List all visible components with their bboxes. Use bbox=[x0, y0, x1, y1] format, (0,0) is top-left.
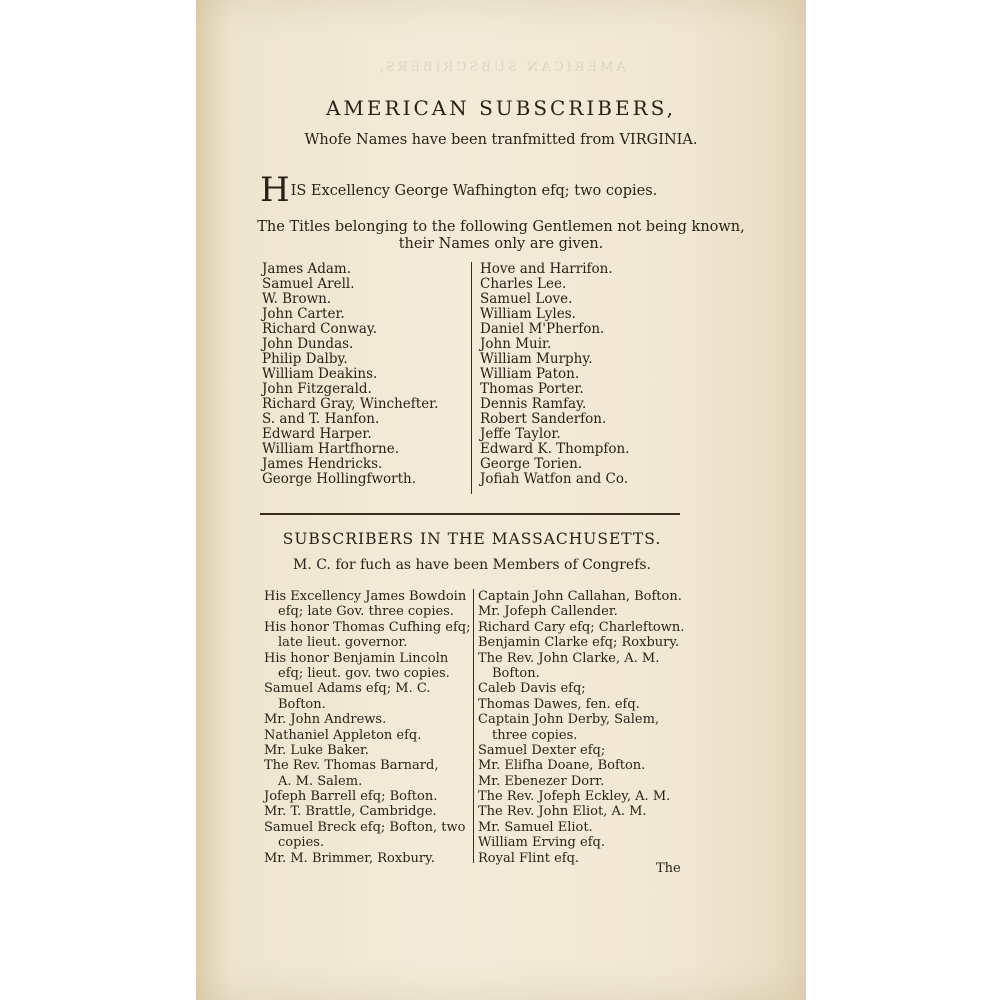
list-item: His honor Benjamin Lincoln bbox=[264, 650, 449, 666]
catchword: The bbox=[656, 861, 681, 876]
list-item: John Dundas. bbox=[262, 336, 354, 352]
list-item: John Muir. bbox=[480, 336, 552, 352]
column-divider bbox=[473, 589, 474, 863]
list-item: Bofton. bbox=[278, 696, 326, 712]
virginia-names-left-column bbox=[262, 262, 438, 487]
virginia-names-right-column bbox=[480, 262, 630, 487]
list-item: Royal Flint efq. bbox=[478, 850, 580, 866]
list-item: Mr. Elifha Doane, Bofton. bbox=[478, 758, 646, 774]
list-item: Mr. T. Brattle, Cambridge. bbox=[264, 804, 437, 820]
list-item: Edward Harper. bbox=[262, 426, 372, 442]
list-item: Dennis Ramfay. bbox=[480, 396, 587, 412]
list-item: Robert Sanderfon. bbox=[480, 411, 607, 427]
column-divider bbox=[471, 262, 472, 494]
list-item: Captain John Callahan, Bofton. bbox=[478, 589, 682, 604]
list-item: Samuel Breck efq; Bofton, two bbox=[264, 819, 466, 835]
list-item: Edward K. Thompfon. bbox=[480, 441, 630, 457]
massachusetts-names-right-column bbox=[478, 589, 684, 866]
list-item: W. Brown. bbox=[262, 291, 332, 307]
list-item: Benjamin Clarke efq; Roxbury. bbox=[478, 635, 680, 651]
list-item: His honor Thomas Cufhing efq; bbox=[264, 619, 471, 635]
section-title-american-subscribers: AMERICAN SUBSCRIBERS, bbox=[325, 96, 676, 120]
list-item: Samuel Love. bbox=[480, 291, 573, 307]
book-page bbox=[196, 0, 806, 1000]
list-item: His Excellency James Bowdoin bbox=[264, 589, 467, 604]
list-item: Charles Lee. bbox=[480, 276, 567, 292]
titles-note-line-1: The Titles belonging to the following Gentlemen not being known, bbox=[257, 219, 745, 235]
list-item: Mr. Samuel Eliot. bbox=[478, 819, 593, 835]
section-subtitle-virginia: Whofe Names have been tranfmitted from VIRGINIA. bbox=[304, 132, 698, 148]
section-title-massachusetts: SUBSCRIBERS IN THE MASSACHUSETTS. bbox=[282, 530, 662, 548]
list-item: Samuel Adams efq; M. C. bbox=[264, 681, 431, 697]
section-divider bbox=[260, 513, 680, 515]
show-through-text: AMERICAN SUBSCRIBERS, bbox=[376, 60, 626, 75]
list-item: George Hollingfworth. bbox=[262, 471, 417, 487]
list-item: Thomas Dawes, fen. efq. bbox=[478, 696, 640, 712]
first-entry-text: IS Excellency George Wafhington efq; two copies. bbox=[290, 183, 658, 199]
list-item: John Fitzgerald. bbox=[262, 381, 372, 397]
list-item: Richard Cary efq; Charleftown. bbox=[478, 619, 685, 635]
list-item: The Rev. Thomas Barnard, bbox=[264, 758, 439, 774]
list-item: Jofeph Barrell efq; Bofton. bbox=[264, 789, 438, 805]
list-item: copies. bbox=[278, 835, 325, 851]
list-item: William Murphy. bbox=[480, 351, 593, 367]
list-item: Mr. Ebenezer Dorr. bbox=[478, 773, 605, 789]
list-item: Philip Dalby. bbox=[262, 351, 348, 367]
list-item: Daniel M'Pherfon. bbox=[480, 321, 605, 337]
list-item: Mr. M. Brimmer, Roxbury. bbox=[264, 850, 435, 866]
list-item: The Rev. John Eliot, A. M. bbox=[478, 804, 647, 820]
list-item: William Erving efq. bbox=[478, 835, 605, 851]
list-item: William Paton. bbox=[480, 366, 580, 382]
list-item: The Rev. Jofeph Eckley, A. M. bbox=[478, 789, 671, 805]
list-item: Caleb Davis efq; bbox=[478, 681, 586, 697]
list-item: Richard Conway. bbox=[262, 321, 378, 337]
list-item: S. and T. Hanfon. bbox=[262, 411, 380, 427]
list-item: James Adam. bbox=[262, 261, 352, 277]
list-item: Samuel Dexter efq; bbox=[478, 742, 606, 758]
list-item: Hove and Harrifon. bbox=[480, 261, 613, 277]
list-item: Bofton. bbox=[492, 665, 540, 681]
list-item: Mr. Luke Baker. bbox=[264, 742, 369, 758]
list-item: William Hartfhorne. bbox=[262, 441, 399, 457]
list-item: Nathaniel Appleton efq. bbox=[264, 727, 422, 743]
first-entry bbox=[260, 170, 658, 210]
list-item: efq; late Gov. three copies. bbox=[278, 604, 454, 620]
list-item: Jofiah Watfon and Co. bbox=[480, 471, 629, 487]
list-item: The Rev. John Clarke, A. M. bbox=[478, 650, 660, 666]
list-item: efq; lieut. gov. two copies. bbox=[278, 665, 450, 681]
list-item: Jeffe Taylor. bbox=[480, 426, 561, 442]
massachusetts-names-left-column bbox=[264, 589, 471, 866]
list-item: Mr. Jofeph Callender. bbox=[478, 604, 618, 620]
list-item: John Carter. bbox=[262, 306, 345, 322]
list-item: A. M. Salem. bbox=[278, 773, 363, 789]
list-item: James Hendricks. bbox=[262, 456, 383, 472]
list-item: William Lyles. bbox=[480, 306, 576, 322]
list-item: Captain John Derby, Salem, bbox=[478, 712, 660, 728]
list-item: three copies. bbox=[492, 727, 578, 743]
list-item: late lieut. governor. bbox=[278, 635, 408, 651]
list-item: Thomas Porter. bbox=[480, 381, 584, 397]
list-item: William Deakins. bbox=[262, 366, 378, 382]
list-item: Mr. John Andrews. bbox=[264, 712, 387, 728]
drop-cap: H bbox=[260, 170, 290, 210]
list-item: Richard Gray, Winchefter. bbox=[262, 396, 439, 412]
titles-note-line-2: their Names only are given. bbox=[398, 236, 604, 252]
list-item: George Torien. bbox=[480, 456, 583, 472]
list-item: Samuel Arell. bbox=[262, 276, 355, 292]
section-subtitle-congress: M. C. for fuch as have been Members of Congrefs. bbox=[292, 557, 652, 573]
